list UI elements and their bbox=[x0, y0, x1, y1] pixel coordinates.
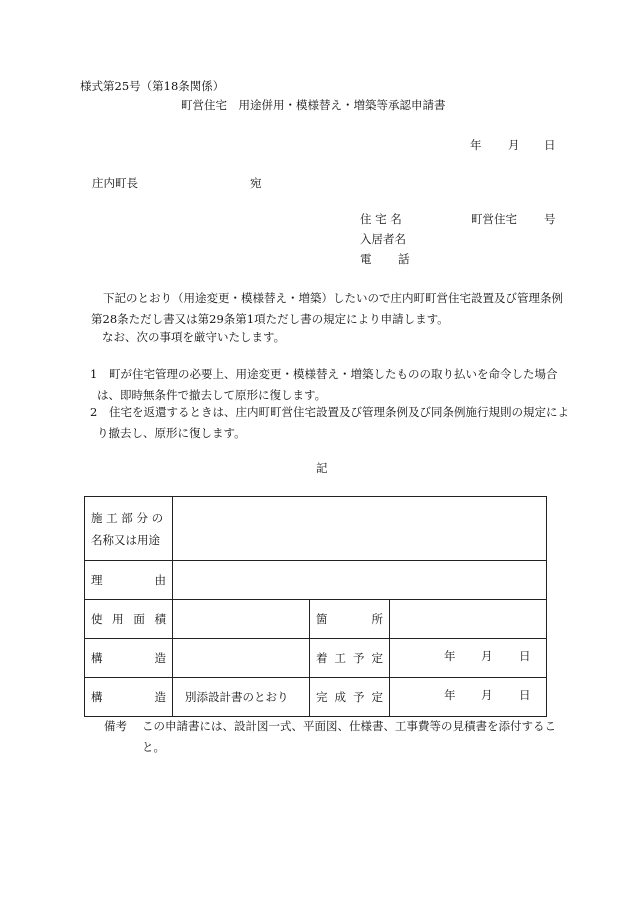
reason-label-char: 理 bbox=[91, 573, 103, 587]
reason-label-cell bbox=[85, 561, 173, 600]
area-value-cell[interactable] bbox=[173, 600, 310, 639]
table-row-area bbox=[85, 600, 547, 639]
area-label-char: 使 bbox=[91, 612, 103, 626]
reason-value-cell[interactable] bbox=[173, 561, 547, 600]
remarks-text-content: この申請書には、設計図一式、平面図、仕様書、工事費等の見積書を添付すること。 bbox=[142, 719, 556, 754]
form-number: 様式第25号（第18条関係） bbox=[80, 79, 225, 93]
table-row-structure-completion bbox=[85, 678, 547, 717]
structure-label-char: 構 bbox=[91, 651, 103, 665]
completion-label-char: 定 bbox=[371, 690, 383, 704]
structure-label-char: 構 bbox=[91, 690, 103, 704]
start-date-day: 日 bbox=[519, 649, 531, 663]
reason-label-char: 由 bbox=[154, 573, 166, 587]
location-label-cell bbox=[310, 600, 390, 639]
structure-value-cell-2[interactable] bbox=[173, 678, 310, 717]
area-label-char: 用 bbox=[112, 612, 124, 626]
completion-date-year: 年 bbox=[444, 688, 456, 702]
date-day-label: 日 bbox=[544, 138, 556, 152]
location-value-cell[interactable] bbox=[390, 600, 547, 639]
area-label-char: 面 bbox=[133, 612, 145, 626]
completion-label-char: 成 bbox=[334, 690, 346, 704]
completion-label-char: 完 bbox=[316, 690, 328, 704]
phone-label-char-1: 電 bbox=[360, 252, 372, 266]
part-label-cell bbox=[85, 497, 173, 561]
part-value-cell[interactable] bbox=[173, 497, 547, 561]
table-row-part bbox=[85, 497, 547, 561]
start-label-char: 予 bbox=[353, 651, 365, 665]
area-label-cell bbox=[85, 600, 173, 639]
housing-label: 住 宅 名 bbox=[360, 212, 402, 226]
date-year-label: 年 bbox=[470, 138, 482, 152]
part-label-line1: 施 工 部 分 の bbox=[91, 510, 164, 525]
area-label-char: 積 bbox=[154, 612, 166, 626]
addressee-honorific: 宛 bbox=[250, 176, 262, 190]
resident-label: 入居者名 bbox=[360, 232, 406, 246]
structure-value-text: 別添設計書のとおり bbox=[185, 690, 289, 704]
location-label-char: 所 bbox=[371, 612, 383, 626]
location-label-char: 箇 bbox=[316, 612, 328, 626]
completion-label-char: 予 bbox=[353, 690, 365, 704]
table-row-structure-start bbox=[85, 639, 547, 678]
start-date-month: 月 bbox=[481, 649, 493, 663]
item2-text: 住宅を返還するときは、庄内町町営住宅設置及び管理条例及び同条例施行規則の規定により撤去し、原形に復します。 bbox=[97, 405, 569, 440]
completion-date-month: 月 bbox=[481, 688, 493, 702]
structure-value-cell[interactable] bbox=[173, 639, 310, 678]
start-label-char: 工 bbox=[334, 651, 346, 665]
document-title: 町営住宅 用途併用・模様替え・増築等承認申請書 bbox=[181, 98, 446, 112]
ki-heading: 記 bbox=[316, 461, 328, 475]
housing-unit: 号 bbox=[544, 212, 556, 226]
structure-label-cell bbox=[85, 639, 173, 678]
phone-label-char-2: 話 bbox=[398, 252, 410, 266]
start-date-year: 年 bbox=[444, 649, 456, 663]
addressee-name: 庄内町長 bbox=[92, 176, 138, 190]
item1-text: 町が住宅管理の必要上、用途変更・模様替え・増築したものの取り払いを命令した場合は、即時無条件で撤去して原形に復します。 bbox=[97, 367, 558, 402]
item1-number: 1 bbox=[90, 367, 98, 381]
remarks-label: 備考 bbox=[104, 719, 127, 733]
table-row-reason bbox=[85, 561, 547, 600]
pledge-text: なお、次の事項を厳守いたします。 bbox=[102, 330, 286, 344]
intro-paragraph: 下記のとおり（用途変更・模様替え・増築）したいので庄内町町営住宅設置及び管理条例第28条ただし書又は第29条第1項ただし書の規定により申請します。 bbox=[91, 291, 563, 326]
start-label-cell bbox=[310, 639, 390, 678]
structure-label-char: 造 bbox=[154, 651, 166, 665]
start-label-char: 着 bbox=[316, 651, 328, 665]
completion-label-cell bbox=[310, 678, 390, 717]
start-label-char: 定 bbox=[371, 651, 383, 665]
completion-date-day: 日 bbox=[519, 688, 531, 702]
application-table bbox=[84, 496, 547, 717]
item2-number: 2 bbox=[90, 405, 98, 419]
completion-date-cell[interactable] bbox=[390, 678, 547, 717]
date-month-label: 月 bbox=[508, 138, 520, 152]
remarks-text bbox=[142, 716, 572, 758]
housing-value: 町営住宅 bbox=[471, 212, 517, 226]
structure-label-cell-2 bbox=[85, 678, 173, 717]
structure-label-char: 造 bbox=[154, 690, 166, 704]
part-label-line2: 名称又は用途 bbox=[91, 532, 160, 547]
start-date-cell[interactable] bbox=[390, 639, 547, 678]
